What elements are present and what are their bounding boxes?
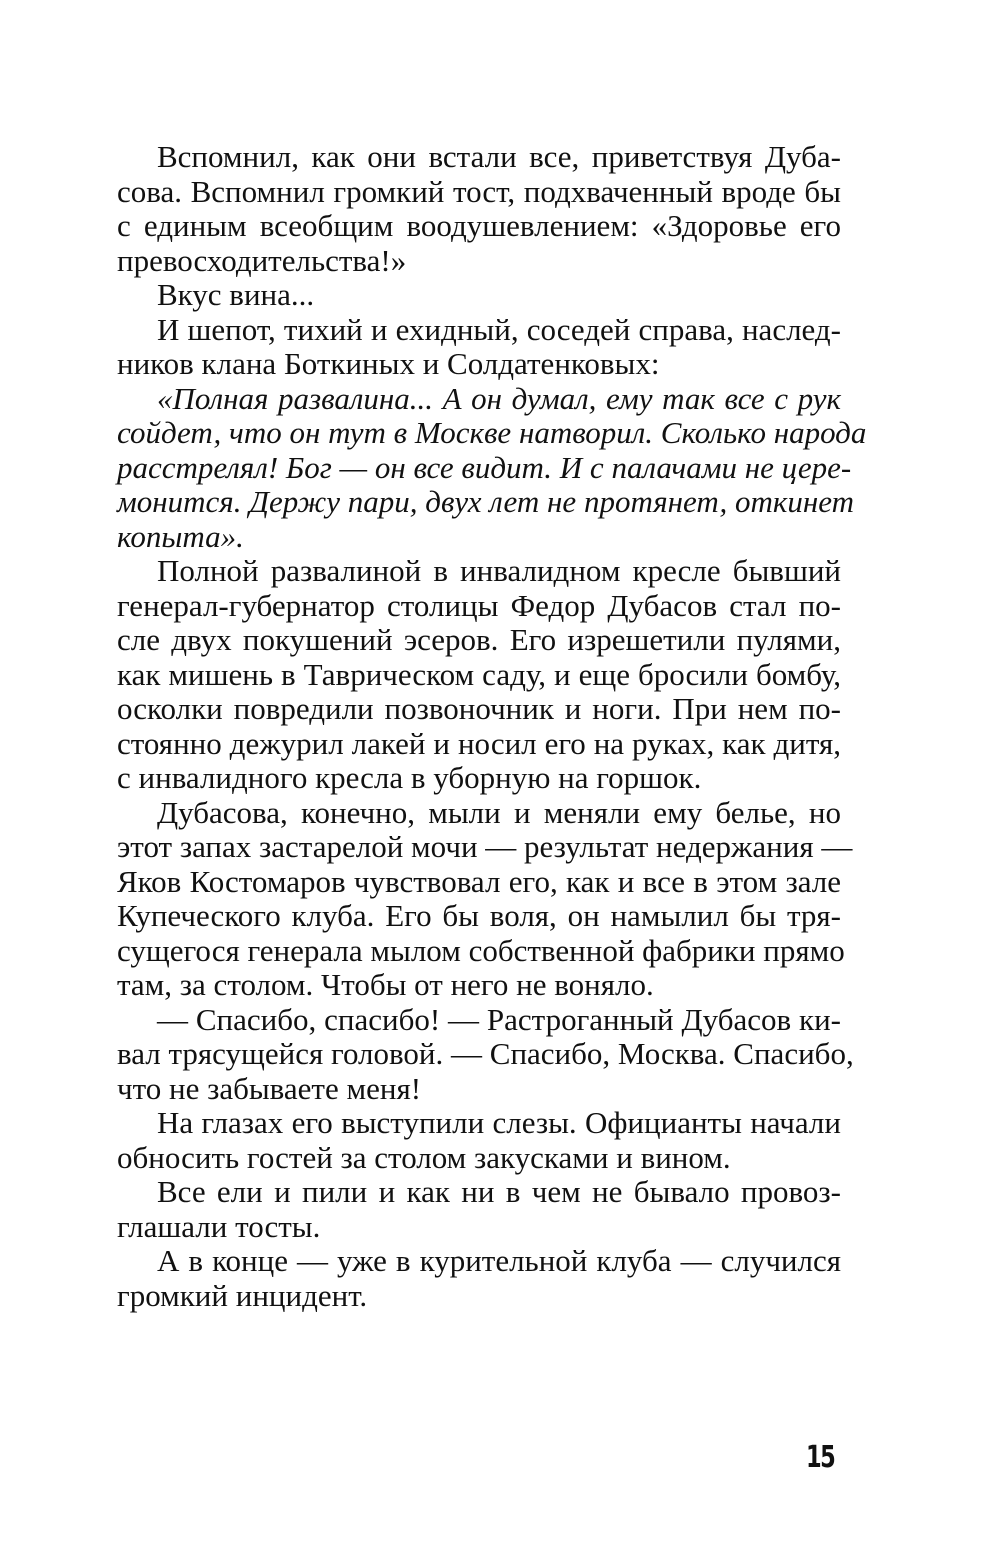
text-line: стоянно дежурил лакей и носил его на руках, как дитя, <box>117 725 841 761</box>
text-line: Купеческого клуба. Его бы воля, он намылил бы тря- <box>117 898 841 933</box>
text-line: «Полная развалина... А он думал, ему так все с рук <box>157 380 841 416</box>
text-line: что не забываете меня! <box>117 1070 422 1106</box>
text-line: Дубасова, конечно, мыли и меняли ему белье, но <box>157 794 841 830</box>
paragraph <box>117 313 841 382</box>
text-line: Полной развалиной в инвалидном кресле бывший <box>157 553 841 588</box>
text-line: Все ели и пили и как ни в чем не бывало провоз- <box>157 1174 841 1209</box>
text-line: расстрелял! Бог — он все видит. И с палачами не цере- <box>117 449 852 485</box>
text-line: Яков Костомаров чувствовал его, как и все в этом зале <box>117 863 841 899</box>
text-line: сущегося генерала мылом собственной фабрики прямо <box>117 932 845 968</box>
italic-quote <box>117 380 867 555</box>
text-line: превосходительства!» <box>117 242 407 278</box>
text-line: там, за столом. Чтобы от него не воняло. <box>117 967 654 1002</box>
text-line: глашали тосты. <box>117 1208 321 1244</box>
text-line: вал трясущейся головой. — Спасибо, Москва. Спасибо, <box>117 1036 854 1071</box>
page-body <box>117 139 867 1313</box>
text-line: ников клана Боткиных и Солдатенковых: <box>117 346 660 381</box>
text-line: с единым всеобщим воодушевлением: «Здоровье его <box>117 208 841 243</box>
paragraph <box>117 1106 841 1175</box>
text-line: И шепот, тихий и ехидный, соседей справа, наслед- <box>157 311 841 347</box>
paragraph <box>117 1175 841 1244</box>
paragraph <box>117 278 841 313</box>
text-line: На глазах его выступили слезы. Официанты начали <box>157 1105 841 1140</box>
paragraph <box>117 794 853 1003</box>
text-line: как мишень в Таврическом саду, и еще бросили бомбу, <box>117 656 841 692</box>
text-line: сле двух покушений эсеров. Его изрешетили пулями, <box>117 622 841 657</box>
text-line: монится. Держу пари, двух лет не протянет, откинет <box>117 484 855 519</box>
page-number: 15 <box>806 1440 835 1475</box>
text-line: А в конце — уже в курительной клуба — случился <box>157 1243 841 1278</box>
paragraph <box>117 1244 841 1313</box>
text-line: сойдет, что он тут в Москве натворил. Сколько народа <box>117 415 867 450</box>
text-line: с инвалидного кресла в уборную на горшок. <box>117 760 702 795</box>
text-line: громкий инцидент. <box>117 1277 368 1313</box>
paragraph <box>117 140 841 278</box>
text-line: генерал-губернатор столицы Федор Дубасов стал по- <box>117 587 841 623</box>
text-line: этот запах застарелой мочи — результат недержания — <box>117 829 853 864</box>
text-line: обносить гостей за столом закусками и вином. <box>117 1139 731 1175</box>
paragraph <box>117 554 841 796</box>
text-line: Вкус вина... <box>157 277 315 312</box>
text-line: Вспомнил, как они встали все, приветствуя Дуба- <box>157 139 841 174</box>
paragraph <box>117 1001 854 1107</box>
text-line: осколки повредили позвоночник и ноги. При нем по- <box>117 691 841 726</box>
text-line: копыта». <box>117 518 244 554</box>
text-line: — Спасибо, спасибо! — Растроганный Дубасов ки- <box>157 1001 841 1037</box>
text-line: сова. Вспомнил громкий тост, подхваченный вроде бы <box>117 173 841 209</box>
